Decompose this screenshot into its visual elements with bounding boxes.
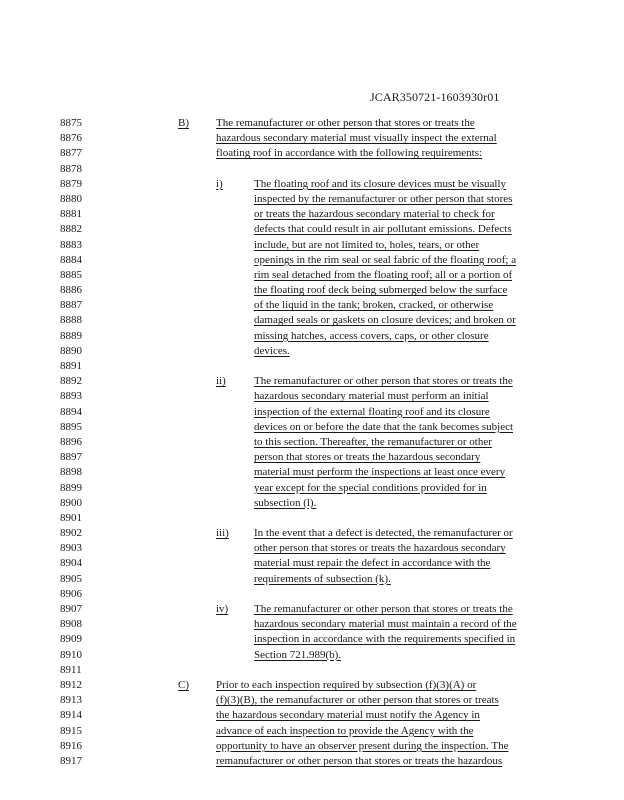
subsection-i-line: damaged seals or gaskets on closure devices; and broken or [254,314,516,327]
subsection-i-line: or treats the hazardous secondary material to check for [254,208,495,221]
section-c-line: advance of each inspection to provide the Agency with the [216,724,474,737]
text-line [0,739,624,754]
line-number: 8881 [60,208,82,221]
section-c-line: opportunity to have an observer present during the inspection. The [216,739,509,752]
line-number: 8917 [60,754,82,767]
line-number: 8912 [60,678,82,691]
subsection-i-line: defects that could result in air pollutant emissions. Defects [254,223,512,236]
subsection-ii-line: person that stores or treats the hazardous secondary [254,451,481,464]
line-number: 8901 [60,511,82,524]
line-number: 8900 [60,496,82,509]
text-line [0,177,624,192]
text-line [0,222,624,237]
subsection-ii-line: devices on or before the date that the tank becomes subject [254,420,514,433]
subsection-ii-line: material must perform the inspections at least once every [254,466,506,479]
line-number: 8891 [60,360,82,372]
subsection-i-line: openings in the rim seal or seal fabric of the floating roof; a [254,253,517,266]
subsection-i-line: The floating roof and its closure devices must be visually [254,177,507,190]
line-number: 8894 [60,405,82,418]
line-number: 8903 [60,542,82,555]
blank-line [0,359,624,374]
line-number: 8916 [60,739,82,752]
line-number: 8908 [60,618,82,631]
text-line [0,496,624,511]
text-line [0,602,624,617]
text-line [0,131,624,146]
text-line [0,389,624,404]
blank-line [0,663,624,678]
line-number: 8876 [60,132,82,145]
line-number: 8895 [60,420,82,433]
text-line [0,207,624,222]
subsection-iii-line: material must repair the defect in accordance with the [254,557,491,570]
section-c-line: remanufacturer or other person that stores or treats the hazardous [216,754,503,767]
line-number: 8902 [60,527,82,540]
text-line [0,465,624,480]
subsection-iv-line: hazardous secondary material must maintain a record of the [254,618,517,631]
text-line [0,116,624,131]
text-line [0,708,624,723]
line-number: 8914 [60,709,82,722]
blank-line [0,162,624,177]
text-line [0,344,624,359]
subsection-ii-line: year except for the special conditions provided for in [254,481,487,494]
subsection-iv-line: The remanufacturer or other person that stores or treats the [254,603,513,615]
line-number: 8882 [60,223,82,236]
line-number: 8878 [60,162,82,175]
line-number: 8875 [60,117,82,129]
text-line [0,632,624,647]
subsection-i-line: missing hatches, access covers, caps, or other closure [254,329,489,342]
section-label-b: B) [178,117,189,129]
text-line [0,435,624,450]
section-c-line: (f)(3)(B), the remanufacturer or other person that stores or treats [216,694,499,707]
text-line [0,238,624,253]
document-body [0,116,624,769]
section-b-line: floating roof in accordance with the following requirements: [216,147,483,160]
line-number: 8898 [60,466,82,479]
subsection-i-line: devices. [254,344,290,357]
text-line [0,526,624,541]
subsection-iii-line: other person that stores or treats the hazardous secondary [254,542,506,555]
text-line [0,268,624,283]
subsection-i-line: inspected by the remanufacturer or other person that stores [254,192,513,205]
line-number: 8879 [60,177,82,190]
section-c-line: Prior to each inspection required by subsection (f)(3)(A) or [216,678,477,691]
subsection-label-i: i) [216,177,223,190]
text-line [0,405,624,420]
text-line [0,298,624,313]
blank-line [0,587,624,602]
line-number: 8884 [60,253,82,266]
subsection-ii-line: hazardous secondary material must perform an initial [254,390,489,403]
subsection-label-ii: ii) [216,375,226,388]
line-number: 8897 [60,451,82,464]
text-line [0,572,624,587]
line-number: 8896 [60,435,82,448]
text-line [0,283,624,298]
line-number: 8892 [60,375,82,388]
section-b-line: hazardous secondary material must visually inspect the external [216,132,497,145]
text-line [0,754,624,769]
text-line [0,329,624,344]
text-line [0,648,624,663]
text-line [0,724,624,739]
text-line [0,420,624,435]
text-line [0,617,624,632]
subsection-label-iii: iii) [216,527,229,540]
text-line [0,481,624,496]
line-number: 8880 [60,192,82,205]
subsection-i-line: of the liquid in the tank; broken, cracked, or otherwise [254,299,494,312]
section-b-line: The remanufacturer or other person that stores or treats the [216,117,475,129]
text-line [0,450,624,465]
subsection-iii-line: requirements of subsection (k). [254,572,391,585]
section-label-c: C) [178,678,189,691]
line-number: 8909 [60,633,82,646]
subsection-ii-line: subsection (l). [254,496,317,509]
line-number: 8889 [60,329,82,342]
line-number: 8904 [60,557,82,570]
text-line [0,541,624,556]
line-number: 8907 [60,603,82,615]
subsection-iv-line: inspection in accordance with the requirements specified in [254,633,516,646]
line-number: 8906 [60,587,82,600]
text-line [0,678,624,693]
text-line [0,146,624,161]
line-number: 8883 [60,238,82,251]
line-number: 8913 [60,694,82,707]
subsection-iii-line: In the event that a defect is detected, the remanufacturer or [254,527,513,540]
line-number: 8887 [60,299,82,312]
text-line [0,313,624,328]
line-number: 8886 [60,284,82,297]
subsection-i-line: the floating roof deck being submerged below the surface [254,284,508,297]
line-number: 8910 [60,648,82,661]
subsection-i-line: rim seal detached from the floating roof; all or a portion of [254,268,513,281]
section-c-line: the hazardous secondary material must notify the Agency in [216,709,480,722]
subsection-label-iv: iv) [216,603,229,615]
document-id: JCAR350721-1603930r01 [370,90,500,104]
blank-line [0,511,624,526]
subsection-i-line: include, but are not limited to, holes, tears, or other [254,238,480,251]
line-number: 8885 [60,268,82,281]
subsection-ii-line: The remanufacturer or other person that stores or treats the [254,375,513,388]
subsection-iv-line: Section 721.989(b). [254,648,342,661]
line-number: 8893 [60,390,82,403]
line-number: 8911 [60,663,82,676]
text-line [0,192,624,207]
line-number: 8877 [60,147,82,160]
subsection-ii-line: inspection of the external floating roof and its closure [254,405,490,418]
line-number: 8890 [60,344,82,357]
text-line [0,556,624,571]
line-number: 8888 [60,314,82,327]
line-number: 8905 [60,572,82,585]
text-line [0,374,624,389]
subsection-ii-line: to this section. Thereafter, the remanufacturer or other [254,435,492,448]
line-number: 8915 [60,724,82,737]
text-line [0,693,624,708]
line-number: 8899 [60,481,82,494]
text-line [0,253,624,268]
